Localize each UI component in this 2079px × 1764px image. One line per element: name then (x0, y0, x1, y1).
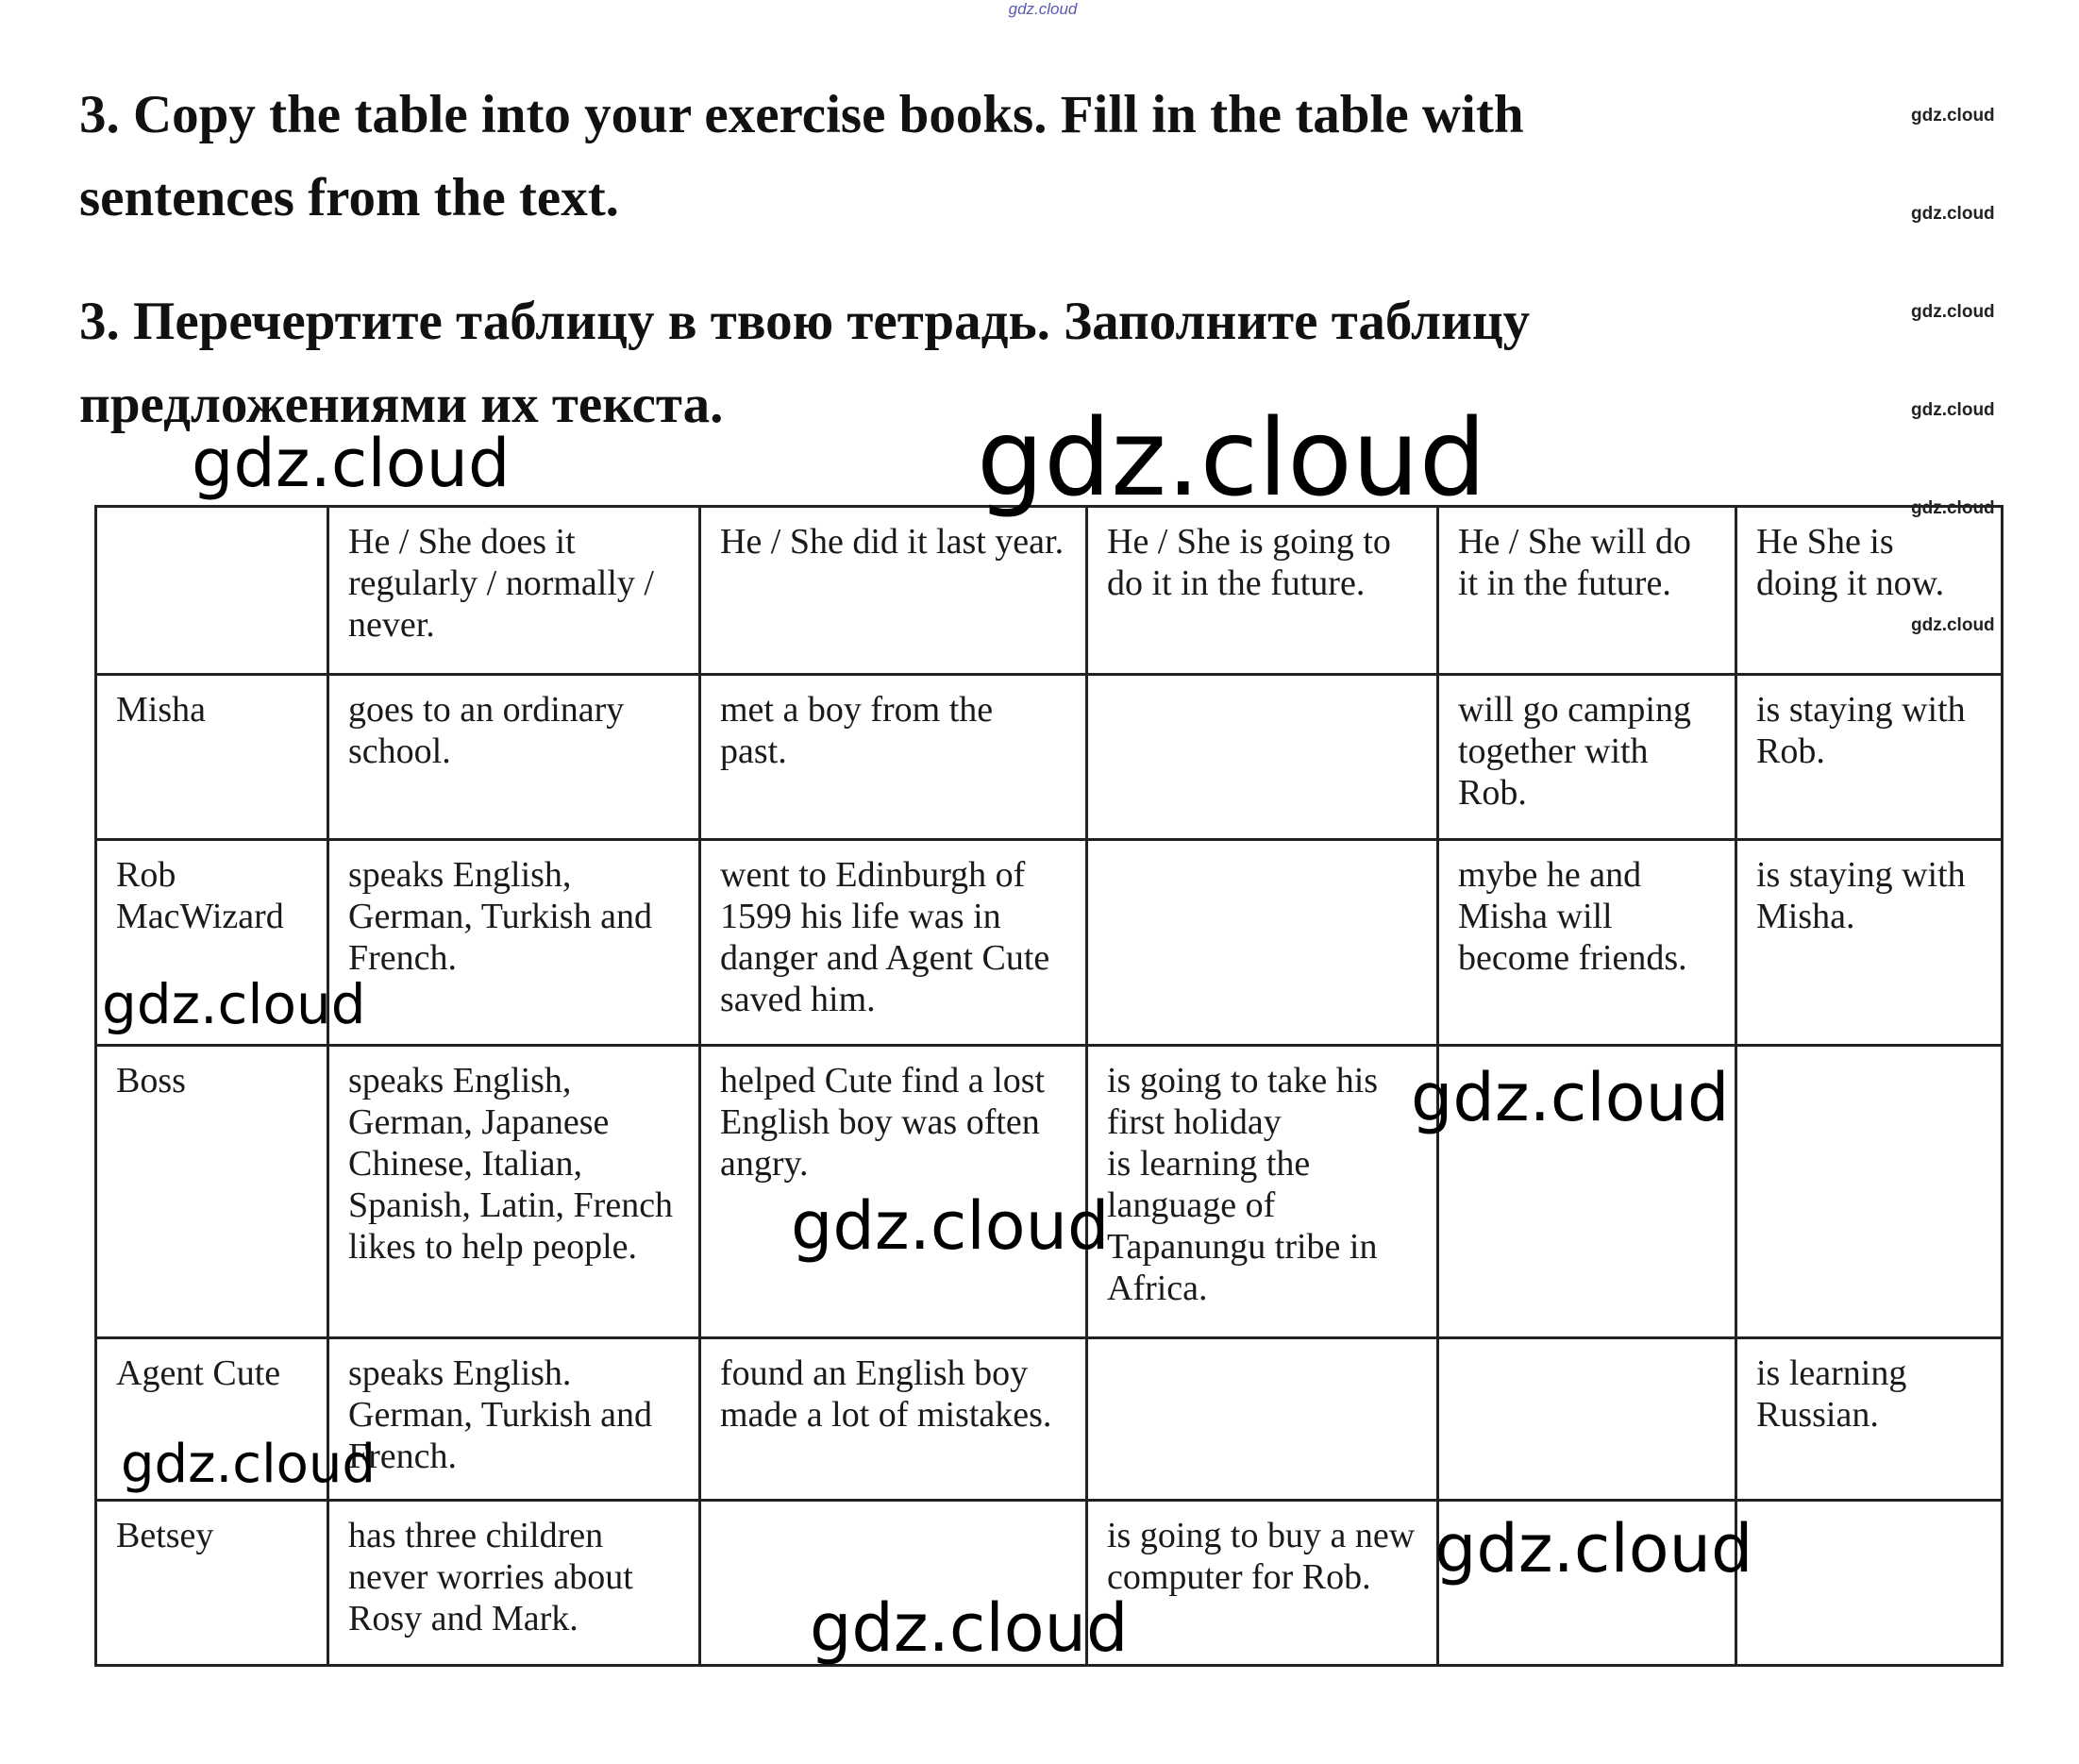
cell-text: is learning Russian. (1756, 1353, 1907, 1435)
row-name-cell: Rob MacWizard (96, 840, 328, 1046)
watermark: gdz.cloud (791, 1187, 1110, 1265)
cell-text: found an English boy made a lot of mistakes. (720, 1353, 1052, 1435)
row-name-cell: Betsey (96, 1501, 328, 1666)
row-name-cell: Agent Cute (96, 1338, 328, 1501)
cell-text: speaks English. German, Turkish and French. (348, 1353, 652, 1476)
header-cell-regularly: He / She does it regularly / normally / never. (328, 507, 700, 675)
top-watermark: gdz.cloud (1008, 0, 1078, 18)
table-header-row (96, 507, 2003, 675)
cell-text: is staying with Misha. (1756, 855, 1966, 936)
watermark: gdz.cloud (1411, 1059, 1730, 1136)
table-cell (1438, 840, 1736, 1046)
cell-text: is staying with Rob. (1756, 690, 1966, 771)
table-cell (1736, 675, 2003, 840)
cell-text: helped Cute find a lost English boy was often angry. (720, 1061, 1046, 1184)
watermark: gdz.cloud (192, 425, 511, 502)
table-row (96, 675, 2003, 840)
watermark: gdz.cloud (977, 397, 1486, 520)
table-cell (1087, 1501, 1438, 1666)
table-cell (1087, 675, 1438, 840)
table-cell (328, 1338, 700, 1501)
watermark: gdz.cloud (810, 1589, 1129, 1667)
side-watermark: gdz.cloud (1911, 302, 1995, 322)
watermark: gdz.cloud (121, 1434, 376, 1495)
table-cell (1087, 840, 1438, 1046)
instruction-russian: 3. Перечертите таблицу в твою тетрадь. Заполните таблицу предложениями их текста. (79, 292, 1531, 434)
table-cell (1087, 1046, 1438, 1338)
table-cell (700, 1338, 1087, 1501)
header-cell-now: He She is doing it now. (1736, 507, 2003, 675)
table-cell (328, 840, 700, 1046)
table-row (96, 1338, 2003, 1501)
table-cell (1736, 1338, 2003, 1501)
table-cell (1438, 675, 1736, 840)
cell-text: goes to an ordinary school. (348, 690, 625, 771)
table-cell (1736, 840, 2003, 1046)
table-cell (700, 675, 1087, 840)
side-watermark: gdz.cloud (1911, 204, 1995, 224)
cell-text: mybe he and Misha will become friends. (1458, 855, 1687, 978)
header-cell-going-to: He / She is going to do it in the future. (1087, 507, 1438, 675)
cell-text: likes to help people. (348, 1227, 638, 1267)
side-watermark: gdz.cloud (1911, 106, 1995, 126)
cell-text: will go camping together with Rob. (1458, 690, 1691, 813)
header-cell-last-year: He / She did it last year. (700, 507, 1087, 675)
side-watermark: gdz.cloud (1911, 615, 1995, 635)
cell-text: is going to take his first holiday (1107, 1061, 1379, 1142)
table-cell (328, 1501, 700, 1666)
watermark: gdz.cloud (102, 972, 366, 1036)
table-row (96, 840, 2003, 1046)
instruction-english: 3. Copy the table into your exercise books. Fill in the table with sentences from the text. (79, 85, 1524, 227)
table-cell (700, 840, 1087, 1046)
row-name-cell: Misha (96, 675, 328, 840)
cell-text: speaks English, German, Turkish and French. (348, 855, 652, 978)
cell-text: has three children never worries about Rosy and Mark. (348, 1516, 633, 1638)
watermark: gdz.cloud (1434, 1510, 1753, 1588)
table-cell (1438, 1338, 1736, 1501)
table-cell (328, 675, 700, 840)
cell-text: went to Edinburgh of 1599 his life was in danger and Agent Cute saved him. (720, 855, 1050, 1019)
cell-text: is going to buy a new computer for Rob. (1107, 1516, 1416, 1597)
header-cell-blank (96, 507, 328, 675)
table-cell (1736, 1501, 2003, 1666)
row-name-cell: Boss (96, 1046, 328, 1338)
cell-text: speaks English, German, Japanese Chinese, Italian, Spanish, Latin, French (348, 1061, 674, 1225)
header-cell-will: He / She will do it in the future. (1438, 507, 1736, 675)
table-cell (1736, 1046, 2003, 1338)
cell-text: met a boy from the past. (720, 690, 994, 771)
side-watermark: gdz.cloud (1911, 498, 1995, 518)
cell-text: is learning the language of Tapanungu tribe in Africa. (1107, 1144, 1378, 1308)
side-watermark: gdz.cloud (1911, 400, 1995, 420)
table-cell (328, 1046, 700, 1338)
table-cell (1087, 1338, 1438, 1501)
